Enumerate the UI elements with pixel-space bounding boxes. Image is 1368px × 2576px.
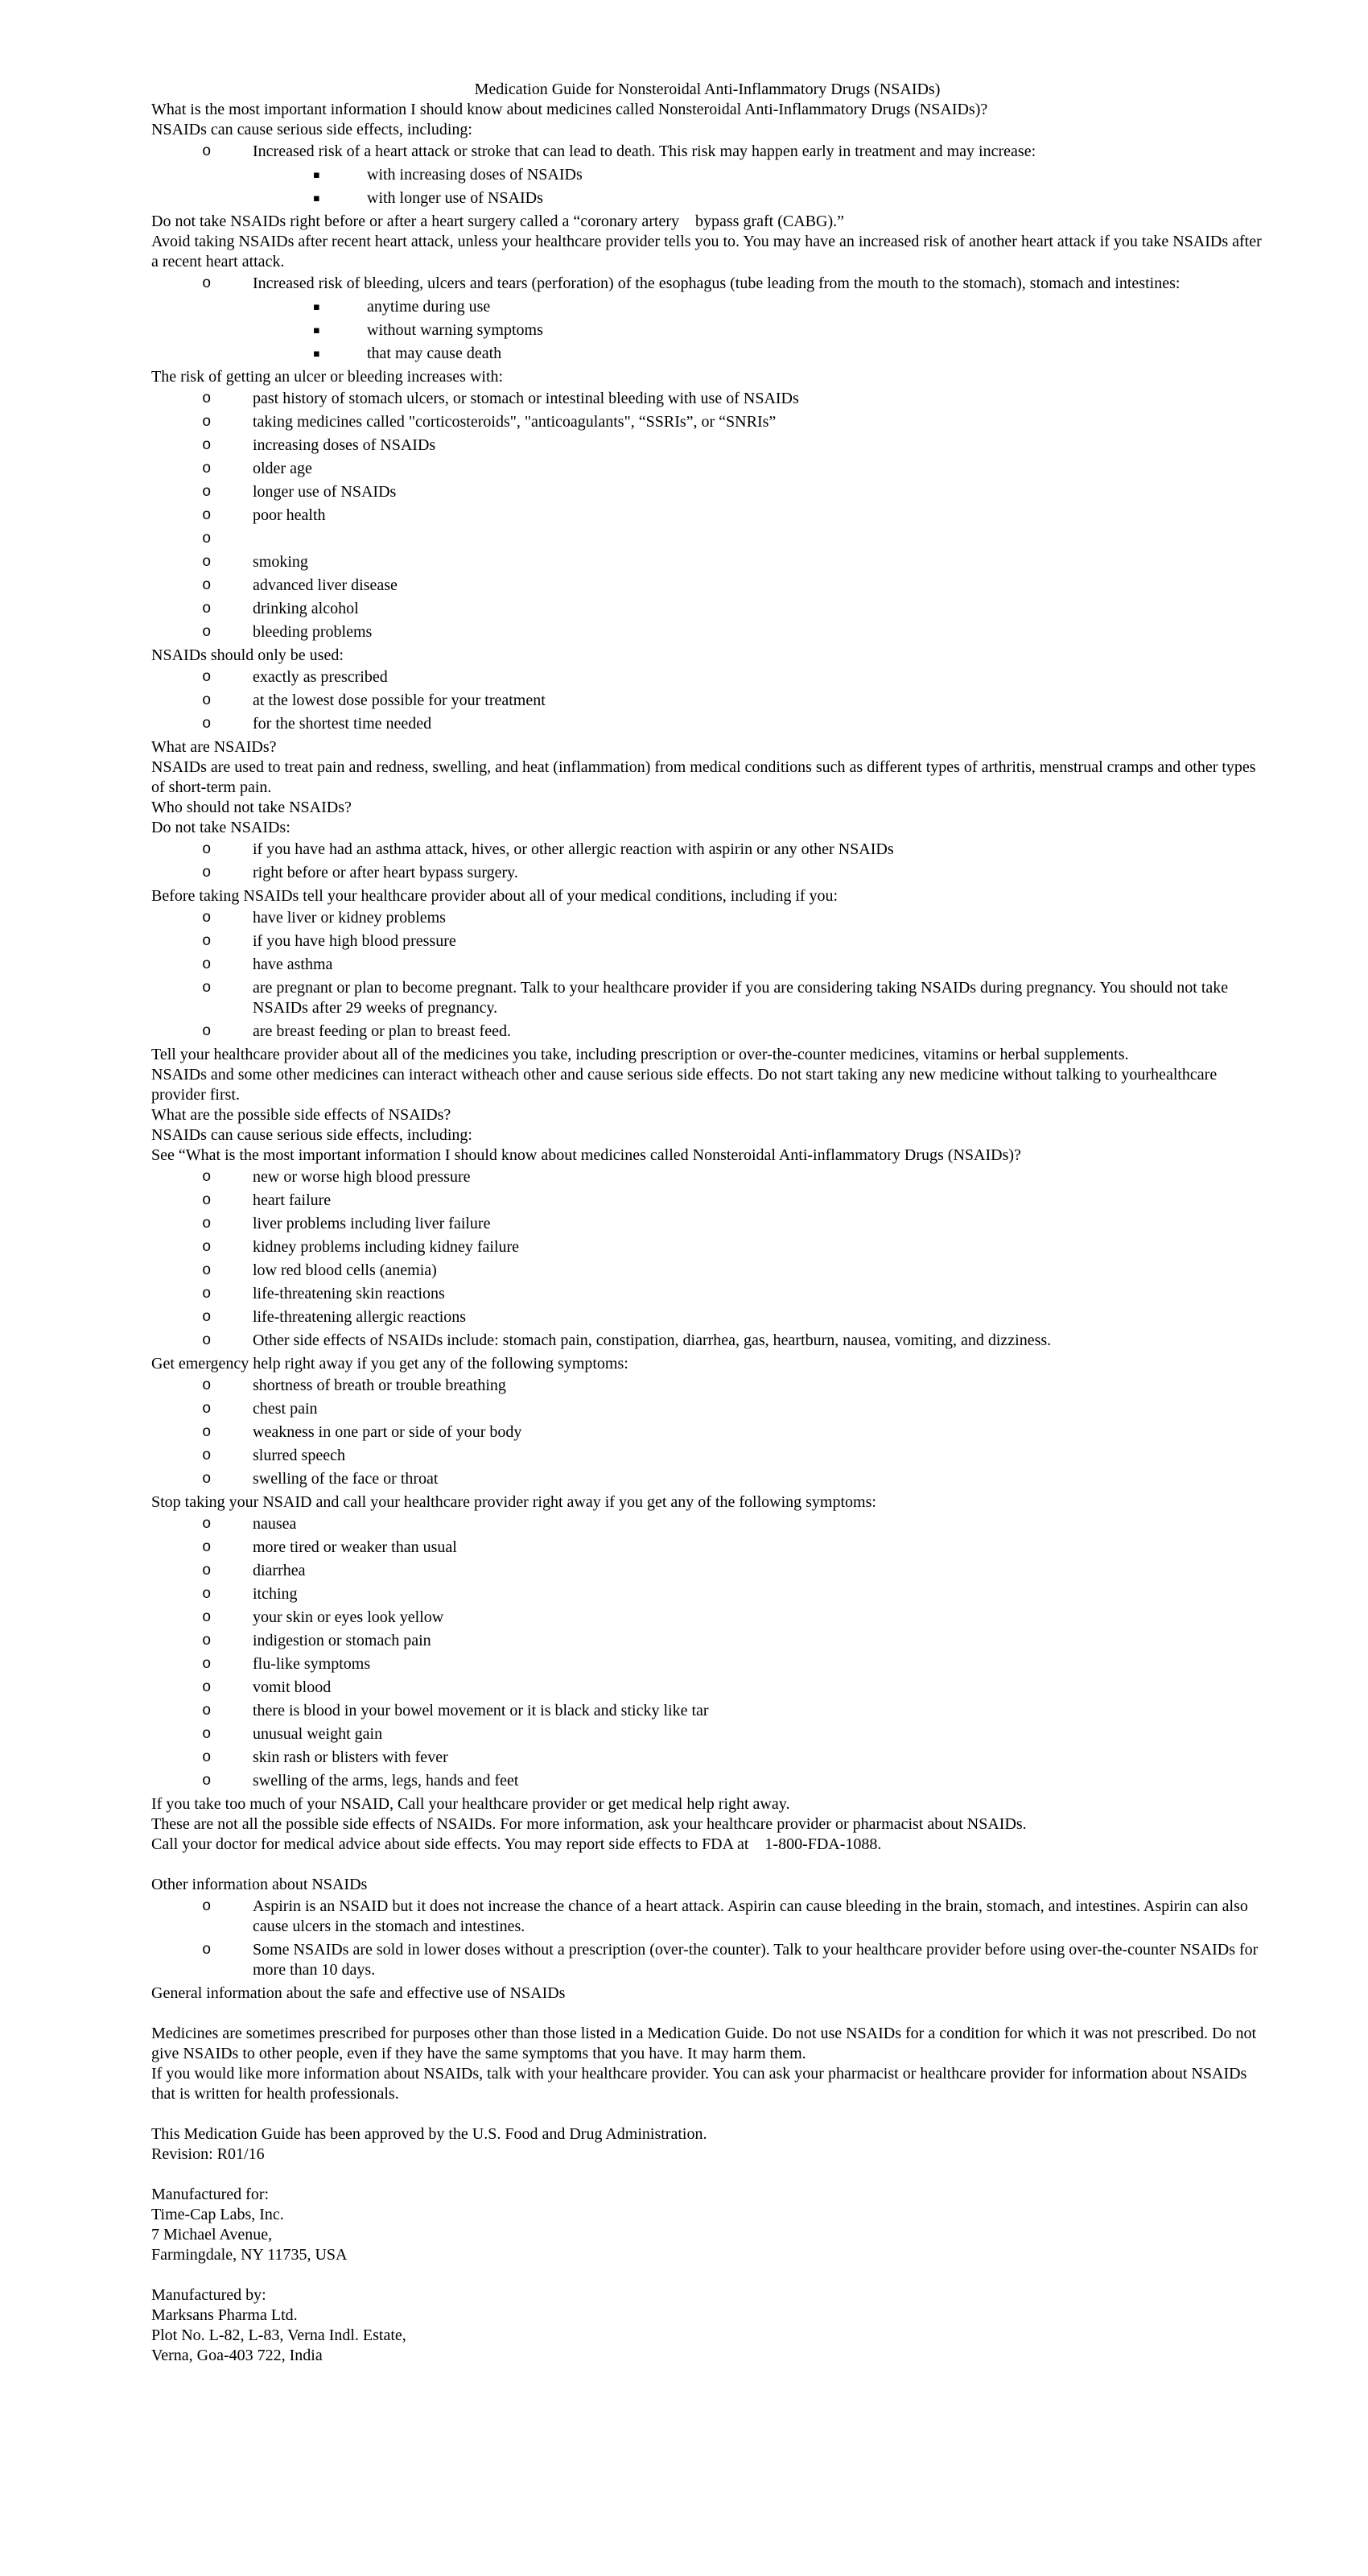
bullet-text: Increased risk of bleeding, ulcers and tears (perforation) of the esophagus (tube leading from the mouth to the stomach), stomach and intestines: (253, 275, 1181, 292)
paragraph: Time-Cap Labs, Inc. (151, 2206, 284, 2223)
bullet-item (151, 1469, 1263, 1489)
circle-bullet-icon: o (202, 506, 212, 524)
paragraph: Plot No. L-82, L-83, Verna Indl. Estate, (151, 2326, 406, 2344)
circle-bullet-icon: o (202, 530, 212, 547)
bullet-text: life-threatening allergic reactions (253, 1308, 467, 1326)
circle-bullet-icon: o (202, 1022, 212, 1040)
paragraph: Avoid taking NSAIDs after recent heart attack, unless your healthcare provider tells you to. You may have an increased risk of another heart attack if you take NSAIDs after a recent heart attack. (151, 233, 1266, 270)
bullet-item (151, 1748, 1263, 1768)
bullet-text: smoking (253, 553, 308, 571)
bullet-item (151, 599, 1263, 619)
bullet-text: liver problems including liver failure (253, 1215, 491, 1232)
paragraph: Farmingdale, NY 11735, USA (151, 2246, 348, 2264)
bullet-text: without warning symptoms (367, 321, 543, 339)
bullet-item (151, 1307, 1263, 1327)
bullet-item (151, 1446, 1263, 1466)
bullet-text: have asthma (253, 956, 333, 973)
circle-bullet-icon: o (202, 1331, 212, 1349)
bullet-text: more tired or weaker than usual (253, 1538, 457, 1556)
bullet-item (151, 1940, 1263, 1980)
paragraph: If you take too much of your NSAID, Call your healthcare provider or get medical help right away. (151, 1795, 790, 1813)
bullet-text: heart failure (253, 1191, 332, 1209)
bullet-text: increasing doses of NSAIDs (253, 436, 436, 454)
bullet-text: kidney problems including kidney failure (253, 1238, 520, 1256)
bullet-text: anytime during use (367, 298, 491, 316)
paragraph: The risk of getting an ulcer or bleeding increases with: (151, 368, 504, 386)
paragraph: NSAIDs can cause serious side effects, including: (151, 121, 472, 138)
bullet-item (151, 691, 1263, 711)
blank-line (151, 1855, 1263, 1875)
bullet-text: are pregnant or plan to become pregnant. Talk to your healthcare provider if you are considering taking NSAIDs during pregnancy. You should not take NSAIDs after 29 weeks of pregnancy. (253, 979, 1233, 1017)
paragraph: What is the most important information I should know about medicines called Nonsteroidal Anti-Inflammatory Drugs (NSAIDs)? (151, 101, 988, 118)
paragraph: Manufactured by: (151, 2286, 266, 2304)
bullet-text: skin rash or blisters with fever (253, 1748, 448, 1766)
circle-bullet-icon: o (202, 460, 212, 477)
bullet-text: at the lowest dose possible for your treatment (253, 691, 546, 709)
bullet-item (151, 1237, 1263, 1257)
bullet-text: if you have had an asthma attack, hives, or other allergic reaction with aspirin or any other NSAIDs (253, 840, 894, 858)
circle-bullet-icon: o (202, 436, 212, 454)
circle-bullet-icon: o (202, 1702, 212, 1719)
bullet-item (151, 1771, 1263, 1791)
circle-bullet-icon: o (202, 275, 212, 292)
bullet-item (151, 667, 1263, 687)
bullet-text: there is blood in your bowel movement or it is black and sticky like tar (253, 1702, 709, 1719)
bullet-item (151, 1399, 1263, 1419)
bullet-item (151, 529, 1263, 549)
circle-bullet-icon: o (202, 864, 212, 881)
circle-bullet-icon: o (202, 1261, 212, 1279)
bullet-item (151, 1678, 1263, 1698)
bullet-item (151, 931, 1263, 952)
bullet-item (151, 1422, 1263, 1443)
circle-bullet-icon: o (202, 1423, 212, 1441)
paragraph: Call your doctor for medical advice about side effects. You may report side effects to FDA at 1-800-FDA-1088. (151, 1835, 882, 1853)
square-bullet-icon: ▪ (313, 169, 320, 181)
bullet-text: Some NSAIDs are sold in lower doses without a prescription (over-the counter). Talk to your healthcare provider before using over-the-counter NSAIDs for more than 10 days. (253, 1941, 1263, 1979)
bullet-text: if you have high blood pressure (253, 932, 456, 950)
circle-bullet-icon: o (202, 1470, 212, 1488)
bullet-item (151, 1284, 1263, 1304)
circle-bullet-icon: o (202, 715, 212, 733)
bullet-text: life-threatening skin reactions (253, 1285, 445, 1302)
circle-bullet-icon: o (202, 483, 212, 501)
circle-bullet-icon: o (202, 1400, 212, 1418)
bullet-text: with longer use of NSAIDs (367, 189, 543, 207)
circle-bullet-icon: o (202, 413, 212, 431)
circle-bullet-icon: o (202, 668, 212, 686)
blank-line (151, 2004, 1263, 2024)
circle-bullet-icon: o (202, 1608, 212, 1626)
circle-bullet-icon: o (202, 1655, 212, 1673)
blank-line (151, 2265, 1263, 2285)
paragraph: Revision: R01/16 (151, 2145, 265, 2163)
paragraph: Medicines are sometimes prescribed for purposes other than those listed in a Medication Guide. Do not use NSAIDs for a condition for which it was not prescribed. Do not give NSAIDs to other people, even if they have the same symptoms that you have. It may harm them. (151, 2025, 1261, 2062)
paragraph: NSAIDs and some other medicines can interact witheach other and cause serious side effects. Do not start taking any new medicine without talking to yourhealthcare provider first. (151, 1066, 1222, 1104)
bullet-item (151, 1514, 1263, 1534)
bullet-text: chest pain (253, 1400, 318, 1418)
circle-bullet-icon: o (202, 1538, 212, 1556)
bullet-item (151, 1538, 1263, 1558)
circle-bullet-icon: o (202, 909, 212, 927)
bullet-text: swelling of the face or throat (253, 1470, 439, 1488)
circle-bullet-icon: o (202, 1897, 212, 1915)
bullet-text: weakness in one part or side of your body (253, 1423, 522, 1441)
bullet-item (151, 1561, 1263, 1581)
circle-bullet-icon: o (202, 1215, 212, 1232)
bullet-item (151, 142, 1263, 162)
paragraph: If you would like more information about NSAIDs, talk with your healthcare provider. You can ask your pharmacist or healthcare provider for information about NSAIDs that is written for health professionals. (151, 2065, 1251, 2103)
circle-bullet-icon: o (202, 1191, 212, 1209)
bullet-text: low red blood cells (anemia) (253, 1261, 437, 1279)
circle-bullet-icon: o (202, 623, 212, 641)
bullet-item (151, 1331, 1263, 1351)
bullet-text: bleeding problems (253, 623, 373, 641)
bullet-text: exactly as prescribed (253, 668, 388, 686)
bullet-text: for the shortest time needed (253, 715, 432, 733)
bullet-text: swelling of the arms, legs, hands and feet (253, 1772, 519, 1790)
bullet-text: older age (253, 460, 312, 477)
bullet-item (151, 552, 1263, 572)
bullet-item (151, 840, 1263, 860)
bullet-item (151, 459, 1263, 479)
circle-bullet-icon: o (202, 956, 212, 973)
bullet-text: drinking alcohol (253, 600, 359, 617)
sub-bullet-item (151, 165, 1263, 185)
paragraph: Before taking NSAIDs tell your healthcare provider about all of your medical conditions, including if you: (151, 887, 839, 905)
paragraph: General information about the safe and effective use of NSAIDs (151, 1984, 566, 2002)
bullet-text: itching (253, 1585, 298, 1603)
bullet-item (151, 1897, 1263, 1937)
bullet-text: have liver or kidney problems (253, 909, 446, 927)
paragraph: See “What is the most important information I should know about medicines called Nonsteroidal Anti-inflammatory Drugs (NSAIDs)? (151, 1146, 1021, 1164)
paragraph: Tell your healthcare provider about all of the medicines you take, including prescription or over-the-counter medicines, vitamins or herbal supplements. (151, 1046, 1129, 1063)
paragraph: 7 Michael Avenue, (151, 2226, 273, 2244)
bullet-item (151, 389, 1263, 409)
bullet-text: advanced liver disease (253, 576, 398, 594)
bullet-text: with increasing doses of NSAIDs (367, 166, 583, 184)
bullet-text: slurred speech (253, 1447, 345, 1464)
bullet-item (151, 1608, 1263, 1628)
bullet-item (151, 622, 1263, 642)
circle-bullet-icon: o (202, 1377, 212, 1394)
bullet-item (151, 1376, 1263, 1396)
bullet-item (151, 1654, 1263, 1674)
bullet-text: flu-like symptoms (253, 1655, 371, 1673)
blank-line (151, 2104, 1263, 2124)
bullet-text: Aspirin is an NSAID but it does not increase the chance of a heart attack. Aspirin can cause bleeding in the brain, stomach, and intestines. Aspirin can also cause ulcers in the stomach and intestines. (253, 1897, 1252, 1935)
bullet-item (151, 412, 1263, 432)
circle-bullet-icon: o (202, 1748, 212, 1766)
circle-bullet-icon: o (202, 840, 212, 858)
bullet-text: your skin or eyes look yellow (253, 1608, 444, 1626)
document-title: Medication Guide for Nonsteroidal Anti-Inflammatory Drugs (NSAIDs) (474, 80, 941, 98)
sub-bullet-item (151, 320, 1263, 341)
circle-bullet-icon: o (202, 1632, 212, 1649)
circle-bullet-icon: o (202, 576, 212, 594)
bullet-item (151, 1724, 1263, 1744)
bullet-text: Other side effects of NSAIDs include: stomach pain, constipation, diarrhea, gas, heartburn, nausea, vomiting, and dizziness. (253, 1331, 1052, 1349)
bullet-item (151, 576, 1263, 596)
paragraph: Verna, Goa-403 722, India (151, 2347, 323, 2364)
bullet-text: new or worse high blood pressure (253, 1168, 471, 1186)
circle-bullet-icon: o (202, 142, 212, 160)
paragraph: Do not take NSAIDs: (151, 819, 290, 836)
bullet-item (151, 955, 1263, 975)
sub-bullet-item (151, 188, 1263, 208)
bullet-item (151, 1261, 1263, 1281)
paragraph: Marksans Pharma Ltd. (151, 2306, 298, 2324)
circle-bullet-icon: o (202, 1168, 212, 1186)
paragraph: This Medication Guide has been approved by the U.S. Food and Drug Administration. (151, 2125, 707, 2143)
bullet-item (151, 1214, 1263, 1234)
bullet-text: shortness of breath or trouble breathing (253, 1377, 506, 1394)
circle-bullet-icon: o (202, 553, 212, 571)
bullet-item (151, 274, 1263, 294)
circle-bullet-icon: o (202, 600, 212, 617)
bullet-text: taking medicines called "corticosteroids", "anticoagulants", “SSRIs”, or “SNRIs” (253, 413, 777, 431)
bullet-text: diarrhea (253, 1562, 306, 1579)
bullet-text: nausea (253, 1515, 297, 1533)
bullet-item (151, 1191, 1263, 1211)
bullet-text: past history of stomach ulcers, or stomach or intestinal bleeding with use of NSAIDs (253, 390, 799, 407)
square-bullet-icon: ▪ (313, 301, 320, 313)
bullet-item (151, 436, 1263, 456)
circle-bullet-icon: o (202, 1238, 212, 1256)
paragraph: NSAIDs can cause serious side effects, including: (151, 1126, 472, 1144)
sub-bullet-item (151, 344, 1263, 364)
paragraph: Manufactured for: (151, 2186, 270, 2203)
circle-bullet-icon: o (202, 1447, 212, 1464)
paragraph: NSAIDs should only be used: (151, 646, 344, 664)
bullet-item (151, 1584, 1263, 1604)
document-body (151, 80, 1266, 2366)
circle-bullet-icon: o (202, 1772, 212, 1790)
paragraph: Get emergency help right away if you get any of the following symptoms: (151, 1355, 628, 1373)
bullet-item (151, 506, 1263, 526)
bullet-text: vomit blood (253, 1678, 332, 1696)
circle-bullet-icon: o (202, 932, 212, 950)
bullet-item (151, 908, 1263, 928)
bullet-item (151, 1022, 1263, 1042)
paragraph: What are NSAIDs? (151, 738, 277, 756)
square-bullet-icon: ▪ (313, 192, 320, 204)
paragraph: Do not take NSAIDs right before or after a heart surgery called a “coronary artery bypass graft (CABG).” (151, 213, 844, 230)
bullet-item (151, 714, 1263, 734)
circle-bullet-icon: o (202, 1678, 212, 1696)
paragraph: Stop taking your NSAID and call your healthcare provider right away if you get any of the following symptoms: (151, 1493, 876, 1511)
circle-bullet-icon: o (202, 1725, 212, 1743)
paragraph: NSAIDs are used to treat pain and redness, swelling, and heat (inflammation) from medical conditions such as different types of arthritis, menstrual cramps and other types of short-term pain. (151, 758, 1260, 796)
bullet-item (151, 978, 1263, 1018)
circle-bullet-icon: o (202, 1285, 212, 1302)
bullet-text: indigestion or stomach pain (253, 1632, 431, 1649)
paragraph: Other information about NSAIDs (151, 1876, 368, 1893)
bullet-text: are breast feeding or plan to breast feed. (253, 1022, 511, 1040)
square-bullet-icon: ▪ (313, 348, 320, 360)
bullet-item (151, 1167, 1263, 1187)
circle-bullet-icon: o (202, 1941, 212, 1959)
bullet-item (151, 482, 1263, 502)
bullet-text: that may cause death (367, 345, 502, 362)
square-bullet-icon: ▪ (313, 324, 320, 336)
circle-bullet-icon: o (202, 979, 212, 997)
circle-bullet-icon: o (202, 1515, 212, 1533)
bullet-text: unusual weight gain (253, 1725, 383, 1743)
bullet-text: right before or after heart bypass surgery. (253, 864, 518, 881)
paragraph: Who should not take NSAIDs? (151, 799, 352, 816)
circle-bullet-icon: o (202, 1562, 212, 1579)
bullet-item (151, 863, 1263, 883)
paragraph: These are not all the possible side effects of NSAIDs. For more information, ask your healthcare provider or pharmacist about NSAIDs. (151, 1815, 1027, 1833)
bullet-item (151, 1631, 1263, 1651)
circle-bullet-icon: o (202, 390, 212, 407)
bullet-item (151, 1701, 1263, 1721)
circle-bullet-icon: o (202, 1585, 212, 1603)
bullet-text: poor health (253, 506, 326, 524)
paragraph: What are the possible side effects of NSAIDs? (151, 1106, 451, 1124)
circle-bullet-icon: o (202, 1308, 212, 1326)
bullet-text: Increased risk of a heart attack or stroke that can lead to death. This risk may happen early in treatment and may increase: (253, 142, 1036, 160)
blank-line (151, 2165, 1263, 2185)
bullet-text: longer use of NSAIDs (253, 483, 397, 501)
circle-bullet-icon: o (202, 691, 212, 709)
sub-bullet-item (151, 297, 1263, 317)
